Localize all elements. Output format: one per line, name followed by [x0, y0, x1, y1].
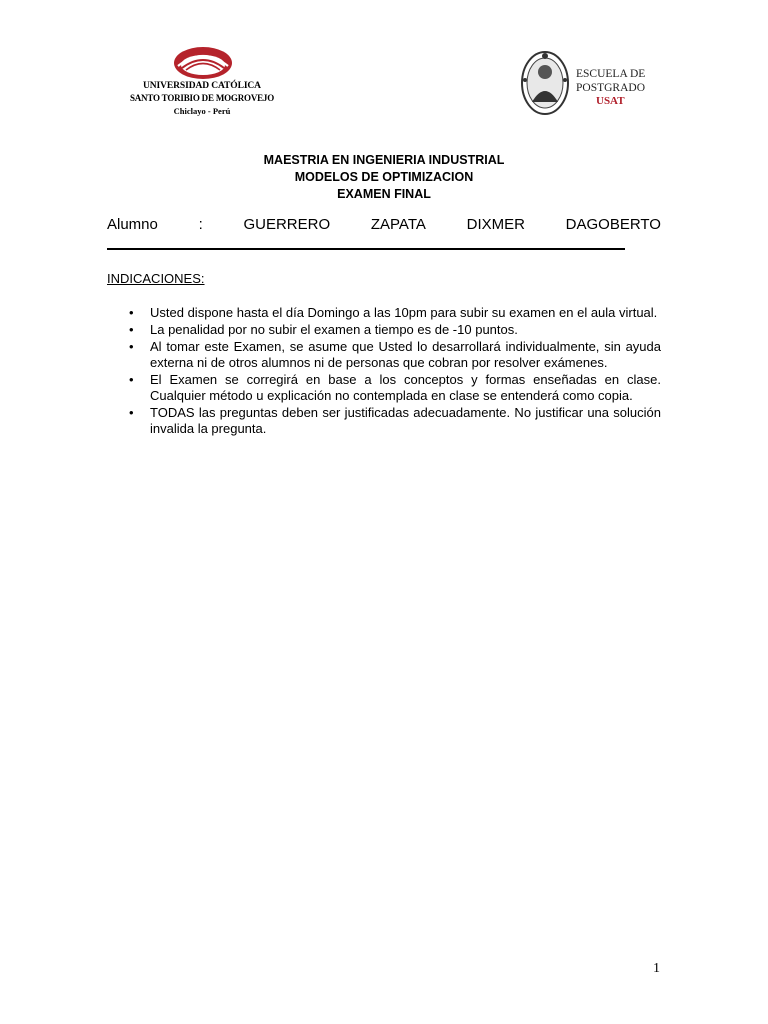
saint-portrait-seal-icon	[520, 50, 570, 116]
instruction-text: Al tomar este Examen, se asume que Usted lo desarrollará individualmente, sin ayuda externa ni de otros alumnos ni de personas que cobran por resolver exámenes.	[150, 339, 661, 370]
instructions-heading: INDICACIONES:	[107, 271, 205, 286]
bullet-icon: •	[129, 405, 134, 420]
instruction-text: El Examen se corregirá en base a los conceptos y formas enseñadas en clase. Cualquier método u explicación no contemplada en clase se entenderá como copia.	[150, 372, 661, 403]
school-name-line2: POSTGRADO	[576, 82, 646, 94]
instructions-list	[107, 305, 661, 438]
instruction-text: Usted dispone hasta el día Domingo a las 10pm para subir su examen en el aula virtual.	[150, 305, 658, 320]
school-acronym: USAT	[596, 95, 625, 107]
exam-title: EXAMEN FINAL	[337, 187, 431, 201]
page-number: 1	[653, 961, 660, 976]
bullet-icon: •	[129, 305, 134, 320]
list-item	[107, 339, 661, 371]
postgraduate-school-logo	[520, 50, 660, 120]
list-item	[107, 372, 661, 404]
instruction-text: La penalidad por no subir el examen a tiempo es de -10 puntos.	[150, 322, 518, 337]
university-name-line1: UNIVERSIDAD CATÓLICA	[143, 81, 261, 91]
student-row	[107, 216, 661, 236]
student-label: Alumno	[107, 216, 158, 233]
divider-line	[107, 248, 625, 250]
student-name-part: DIXMER	[466, 216, 525, 233]
school-name-line1: ESCUELA DE	[576, 68, 646, 80]
bullet-icon: •	[129, 372, 134, 387]
course-title: MODELOS DE OPTIMIZACION	[294, 170, 474, 184]
instruction-text: TODAS las preguntas deben ser justificadas adecuadamente. No justificar una solución invalida la pregunta.	[150, 405, 661, 436]
bullet-icon: •	[129, 322, 134, 337]
university-emblem-icon	[172, 44, 234, 80]
list-item	[107, 305, 661, 321]
student-name-part: ZAPATA	[370, 216, 426, 233]
list-item	[107, 322, 661, 338]
program-title: MAESTRIA EN INGENIERIA INDUSTRIAL	[263, 153, 505, 167]
student-name-part: DAGOBERTO	[565, 216, 661, 233]
list-item	[107, 405, 661, 437]
university-logo	[128, 44, 276, 122]
student-separator: :	[198, 216, 203, 233]
university-location: Chiclayo - Perú	[173, 106, 231, 116]
university-name-line2: SANTO TORIBIO DE MOGROVEJO	[129, 93, 275, 103]
bullet-icon: •	[129, 339, 134, 354]
student-name-part: GUERRERO	[243, 216, 331, 233]
